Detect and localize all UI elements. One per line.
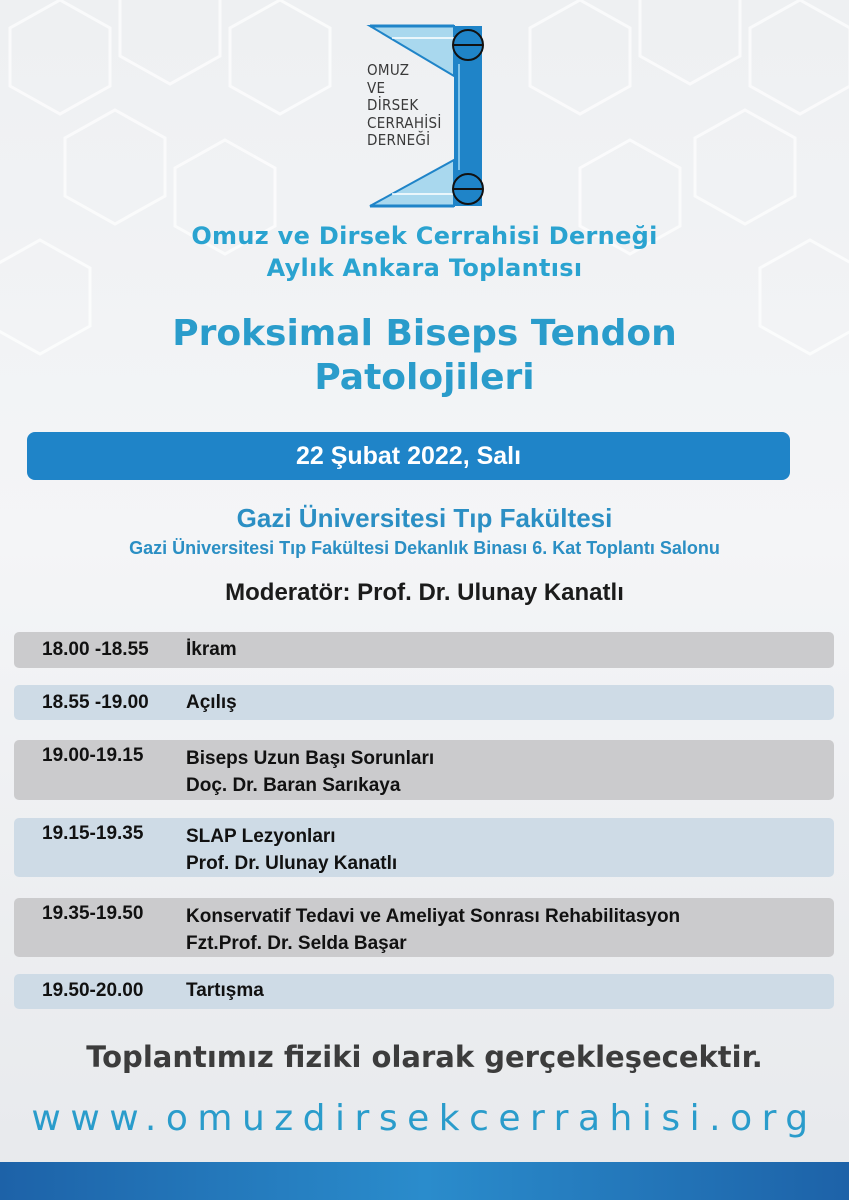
schedule-content [186,745,434,799]
schedule-row [14,898,834,957]
logo-line: OMUZ [367,61,410,79]
schedule-content [186,903,680,957]
schedule-title: Tartışma [186,980,264,1001]
schedule-title: Konservatif Tedavi ve Ameliyat Sonrası Rehabilitasyon [186,906,681,927]
logo-line: VE [367,78,386,97]
meeting-series: Aylık Ankara Toplantısı [266,254,583,282]
attendance-note: Toplantımız fiziki olarak gerçekleşecektir. [86,1040,763,1074]
schedule-row [14,685,834,720]
venue-name: Gazi Üniversitesi Tıp Fakültesi [236,503,613,533]
schedule-content [186,823,397,877]
schedule-time: 19.50-20.00 [42,980,144,1001]
logo-line: DİRSEK [367,96,419,114]
schedule-time: 19.15-19.35 [42,823,144,844]
org-name: Omuz ve Dirsek Cerrahisi Derneği [191,222,658,250]
schedule-title: SLAP Lezyonları [186,826,336,847]
schedule-row [14,818,834,877]
logo-text [367,62,457,150]
schedule-title: İkram [186,639,237,660]
schedule-speaker: Doç. Dr. Baran Sarıkaya [186,775,401,796]
moderator: Moderatör: Prof. Dr. Ulunay Kanatlı [225,579,624,606]
schedule-row [14,974,834,1009]
schedule-title: Açılış [186,692,237,713]
title-line-1: Proksimal Biseps Tendon [172,313,677,354]
schedule-speaker: Fzt.Prof. Dr. Selda Başar [186,933,407,954]
venue-detail: Gazi Üniversitesi Tıp Fakültesi Dekanlık Binası 6. Kat Toplantı Salonu [129,538,720,558]
title-line-2: Patolojileri [314,357,535,398]
schedule-speaker: Prof. Dr. Ulunay Kanatlı [186,853,398,874]
logo-line: DERNEĞİ [367,131,431,149]
schedule-time: 19.00-19.15 [42,745,144,766]
schedule-time: 19.35-19.50 [42,903,144,924]
logo-line: CERRAHİSİ [367,113,442,132]
schedule-time: 18.00 -18.55 [42,639,149,660]
date-banner: 22 Şubat 2022, Salı [27,432,790,480]
footer-band [0,1162,849,1200]
page-title [0,312,849,400]
schedule-time: 18.55 -19.00 [42,692,149,713]
schedule-title: Biseps Uzun Başı Sorunları [186,748,435,769]
website-link[interactable]: www.omuzdirsekcerrahisi.org [31,1098,818,1139]
schedule-row [14,632,834,668]
schedule-row [14,740,834,800]
